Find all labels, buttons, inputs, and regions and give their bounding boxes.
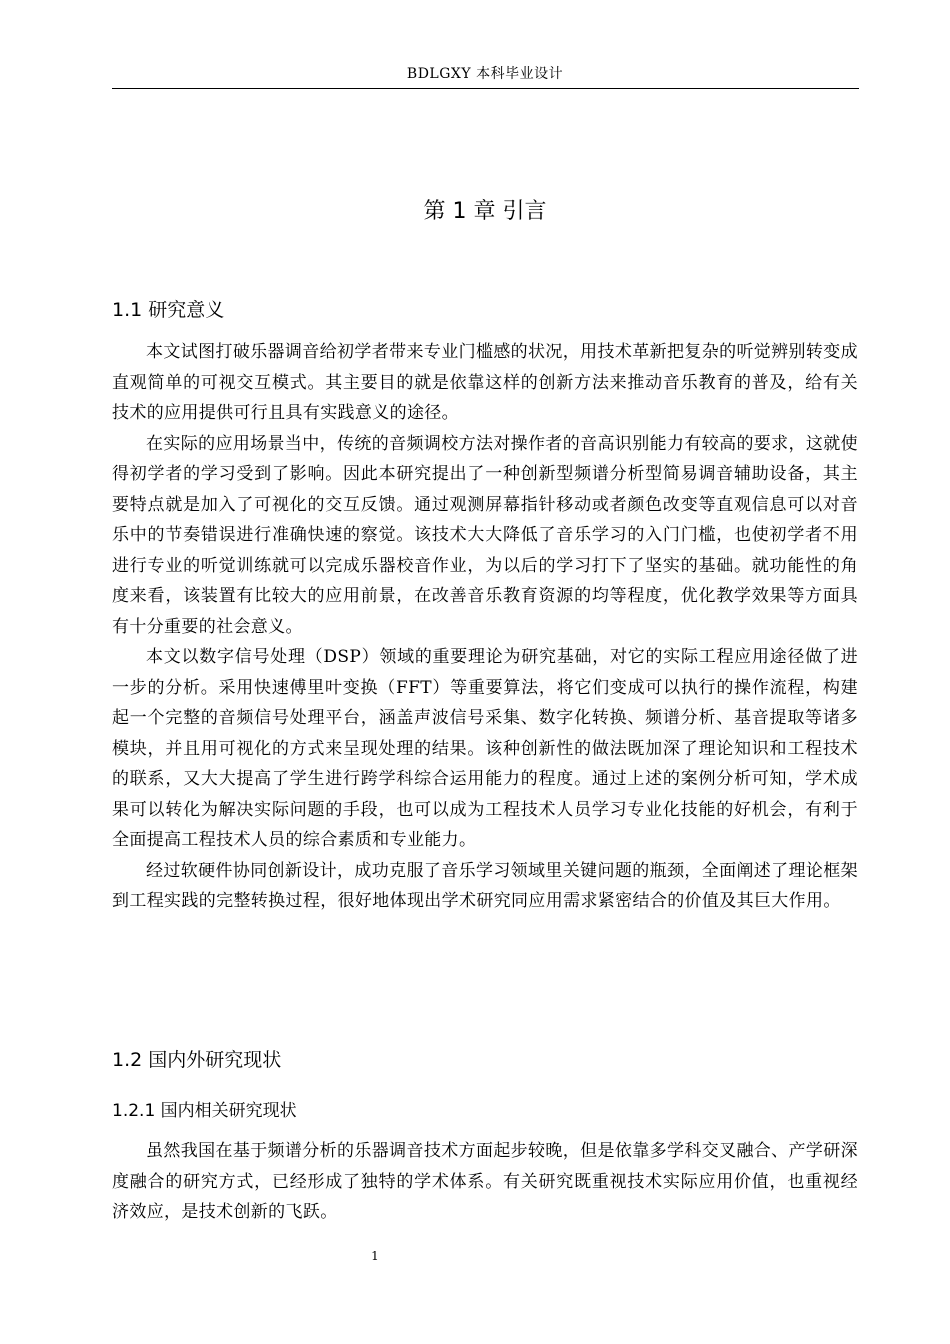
section-heading-1-1: 1.1 研究意义: [112, 299, 225, 321]
chapter-title: 第 1 章 引言: [423, 199, 547, 224]
paragraph: 在实际的应用场景当中，传统的音频调校方法对操作者的音高识别能力有较高的要求，这就使得初学者的学习受到了影响。因此本研究提出了一种创新型频谱分析型简易调音辅助设备，其主要特点就是加入了可视化的交互反馈。通过观测屏幕指针移动或者颜色改变等直观信息可以对音乐中的节奏错误进行准确快速的察觉。该技术大大降低了音乐学习的入门门槛，也使初学者不用进行专业的听觉训练就可以完成乐器校音作业，为以后的学习打下了坚实的基础。就功能性的角度来看，该装置有比较大的应用前景，在改善音乐教育资源的均等程度，优化教学效果等方面具有十分重要的社会意义。: [112, 433, 858, 637]
subsection-heading-1-2-1: 1.2.1 国内相关研究现状: [112, 1101, 297, 1121]
paragraph: 本文以数字信号处理（DSP）领域的重要理论为研究基础，对它的实际工程应用途径做了进一步的分析。采用快速傅里叶变换（FFT）等重要算法，将它们变成可以执行的操作流程，构建起一个完整的音频信号处理平台，涵盖声波信号采集、数字化转换、频谱分析、基音提取等诸多模块，并且用可视化的方式来呈现处理的结果。该种创新性的做法既加深了理论知识和工程技术的联系，又大大提高了学生进行跨学科综合运用能力的程度。通过上述的案例分析可知，学术成果可以转化为解决实际问题的手段，也可以成为工程技术人员学习专业化技能的好机会，有利于全面提高工程技术人员的综合素质和专业能力。: [112, 647, 858, 850]
paragraph: 虽然我国在基于频谱分析的乐器调音技术方面起步较晚，但是依靠多学科交叉融合、产学研深度融合的研究方式，已经形成了独特的学术体系。有关研究既重视技术实际应用价值，也重视经济效应，是技术创新的飞跃。: [112, 1141, 858, 1222]
subsection-1-2-1-body: [112, 1136, 858, 1228]
paragraph: 本文试图打破乐器调音给初学者带来专业门槛感的状况，用技术革新把复杂的听觉辨别转变成直观简单的可视交互模式。其主要目的就是依靠这样的创新方法来推动音乐教育的普及，给有关技术的应用提供可行且具有实践意义的途径。: [112, 342, 858, 423]
section-heading-1-2: 1.2 国内外研究现状: [112, 1049, 282, 1071]
paragraph: 经过软硬件协同创新设计，成功克服了音乐学习领域里关键问题的瓶颈，全面阐述了理论框架到工程实践的完整转换过程，很好地体现出学术研究同应用需求紧密结合的价值及其巨大作用。: [112, 860, 858, 911]
header-rule: [112, 88, 859, 89]
section-1-1-body: [112, 337, 858, 917]
running-header: BDLGXY 本科毕业设计: [406, 66, 564, 82]
page-number: 1: [371, 1249, 379, 1263]
